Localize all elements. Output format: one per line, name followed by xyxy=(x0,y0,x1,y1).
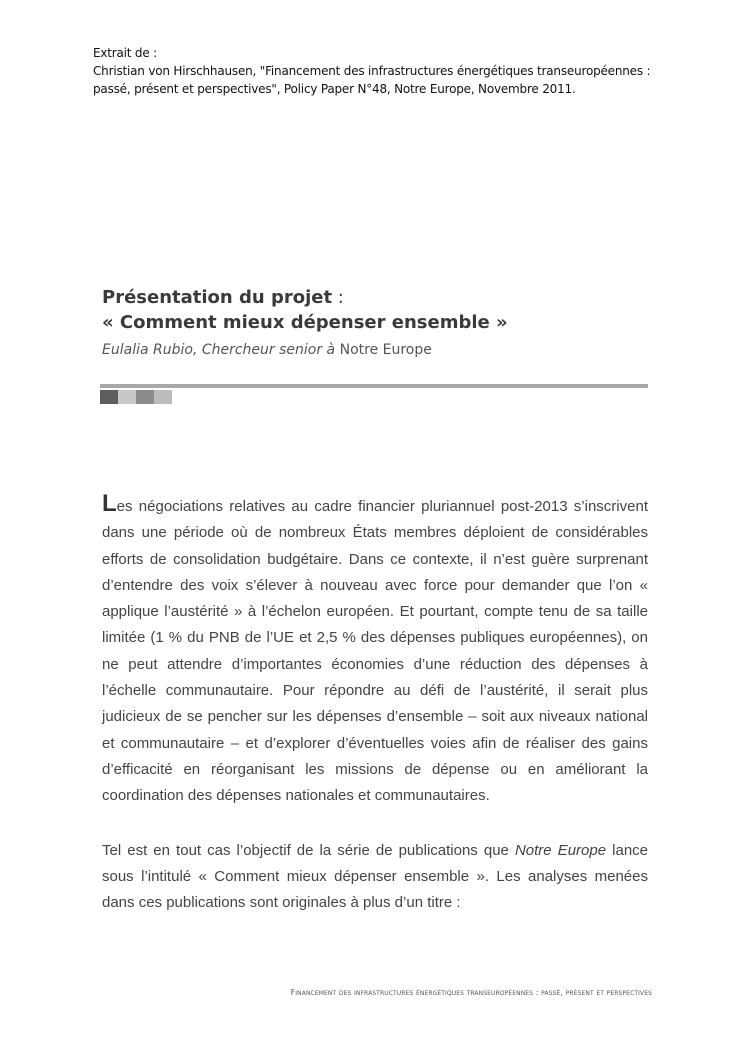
drop-cap: L xyxy=(102,490,117,517)
body-text xyxy=(102,490,649,916)
decor-block-3 xyxy=(136,390,154,404)
source-citation xyxy=(93,44,693,98)
paragraph-2 xyxy=(102,838,648,917)
paragraph-1 xyxy=(102,490,648,810)
decor-block-4 xyxy=(154,390,172,404)
title-part-1: Présentation du projet xyxy=(102,287,333,308)
citation-line-2: passé, présent et perspectives", Policy Paper N°48, Notre Europe, Novembre 2011. xyxy=(93,82,576,96)
decorative-blocks xyxy=(100,390,172,404)
running-footer: Financement des infrastructures énergétiques transeuropéennes : passé, présent et perspectives xyxy=(290,988,652,997)
title-line-2: « Comment mieux dépenser ensemble » xyxy=(102,312,508,333)
citation-line-1: Christian von Hirschhausen, "Financement des infrastructures énergétiques transeuropéennes : xyxy=(93,64,651,78)
paragraph-2-start: Tel est en tout cas l’objectif de la série de publications que xyxy=(102,841,515,859)
title-colon: : xyxy=(332,287,344,308)
decor-block-2 xyxy=(118,390,136,404)
header-rule xyxy=(100,384,648,388)
extract-label: Extrait de : xyxy=(93,46,157,60)
paragraph-1-text: es négociations relatives au cadre financier pluriannuel post-2013 s’inscrivent dans une période où de nombreux États membres déploient de considérables efforts de consolidation budgétaire. Dans ce contexte, il n’est guère surprenant d’entendre des voix s’élever à nouveau avec force pour demander que l’on « applique l’austérité » à l’échelon européen. Et pourtant, compte tenu de sa taille limitée (1 % du PNB de l’UE et 2,5 % des dépenses publiques européennes), on ne peut attendre d’importantes économies d’une réduction des dépenses à l’échelle communautaire. Pour répondre au défi de l’austérité, il serait plus judicieux de se pencher sur les dépenses d’ensemble – soit aux niveaux national et communautaire – et d’explorer d’éventuelles voies afin de réaliser des gains d’efficacité en réorganisant les missions de dépense ou en améliorant la coordination des dépenses nationales et communautaires. xyxy=(102,498,648,805)
decor-block-1 xyxy=(100,390,118,404)
author-organization: Notre Europe xyxy=(335,342,432,358)
paragraph-2-emphasis: Notre Europe xyxy=(514,841,607,859)
author-line xyxy=(102,342,432,358)
paragraph-2-end: lance sous l’intitulé « Comment mieux dépenser ensemble ». Les analyses menées dans ces publications sont originales à plus d’un titre : xyxy=(102,841,649,912)
section-title xyxy=(102,285,662,335)
author-name: Eulalia Rubio, Chercheur senior à xyxy=(102,342,336,358)
